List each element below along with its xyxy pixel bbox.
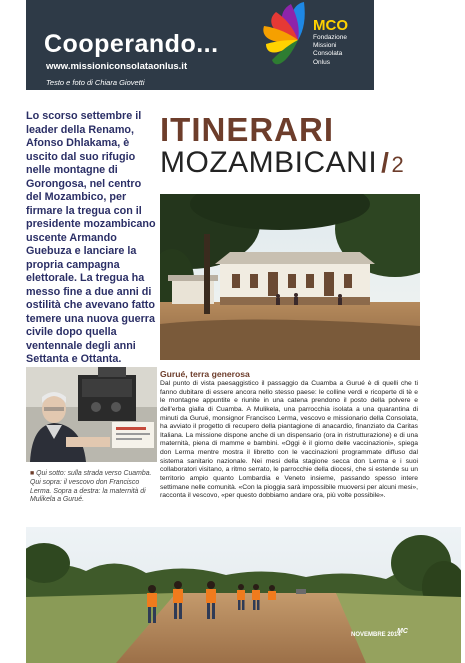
logo-text	[313, 18, 369, 66]
road-to-cuamba-photo	[26, 527, 461, 663]
logo-sub-line: Missioni	[313, 42, 337, 50]
logo-sub-line: Onlus	[313, 58, 330, 66]
title-part-number: 2	[391, 152, 405, 177]
article-body: Dal punto di vista paesaggistico il passaggio da Cuamba a Gurué è di quelli che ti fanno dubitare di essere ancora nello stesso paese: le colline verdi e ricoperte di tè e le montagne appuntite e riunite in una catena prendono il posto della polvere e dell'erba gialla di Cuamba. A Mulikela, una parrocchia isolata a una quarantina di minuti da Gurué, monsignor Francisco Lerma, vescovo e missionario della Consolata, ha avviato il progetto di recupero della piantagione di anacardio, finanziato da Caritas Italiana. La missione dispone anche di un dispensario (ora in ristrutturazione) e di una maternità, piena di mamme e bambini. «Oggi è il giorno delle vaccinazioni», spiega don Lerma mentre mostra il libretto con le vaccinazioni programmate diffuso dal sistema sanitario nazionale. Nei mesi della stagione secca don Lerma e i suoi collaboratori visitano, a ritmo serrato, le parrocchie della diocesi, che si estende su un territorio ampio quanto Lombardia e Veneto insieme, passando spesso intere settimane nelle comunità. «Con la pioggia sarà impossibile muoversi per alcuni mesi», racconta il vescovo, «per questo dobbiamo andare ora, più volte possibile».	[160, 380, 418, 500]
bishop-radio-photo	[26, 367, 157, 462]
logo-sub-line: Fondazione	[313, 34, 347, 41]
maternity-building-photo	[160, 194, 420, 360]
logo-acronym: MCO	[313, 17, 348, 34]
title-line-2-text: MOZAMBICANI	[160, 146, 378, 179]
caption-marker-icon: ■	[30, 470, 35, 477]
article-credits: Testo e foto di Chiara Giovetti	[46, 78, 145, 87]
photo-caption	[30, 470, 156, 505]
section-heading: Gurué, terra generosa	[160, 369, 250, 379]
mco-logo-icon	[258, 0, 312, 82]
issue-date: NOVEMBRE 2014	[351, 632, 401, 638]
brand-title: Cooperando...	[44, 30, 219, 58]
title-line-1: ITINERARI	[160, 111, 334, 148]
brand-url[interactable]: www.missioniconsolataonlus.it	[46, 61, 188, 72]
magazine-mark: MC	[397, 628, 408, 635]
page-header	[0, 0, 465, 92]
caption-text: Qui sotto: sulla strada verso Cuamba. Qui sopra: il vescovo don Francisco Lerma. Sopra a destra: la maternità di Mulikela a Gurué.	[30, 470, 152, 504]
logo-sub-line: Consolata	[313, 50, 343, 58]
title-separator: /	[381, 147, 390, 178]
title-line-2	[160, 146, 404, 180]
lead-paragraph: Lo scorso settembre il leader della Renamo, Afonso Dhlakama, è uscito dal suo rifugio nelle montagne di Gorongosa, nel centro del Mozambico, per firmare la tregua con il presidente mozambicano uscente Armando Guebuza e lanciare la propria campagna elettorale. La tregua ha messo fine a due anni di ostilità che avevano fatto temere una nuova guerra civile dopo quella ventennale degli anni Settanta e Ottanta.	[26, 110, 156, 365]
